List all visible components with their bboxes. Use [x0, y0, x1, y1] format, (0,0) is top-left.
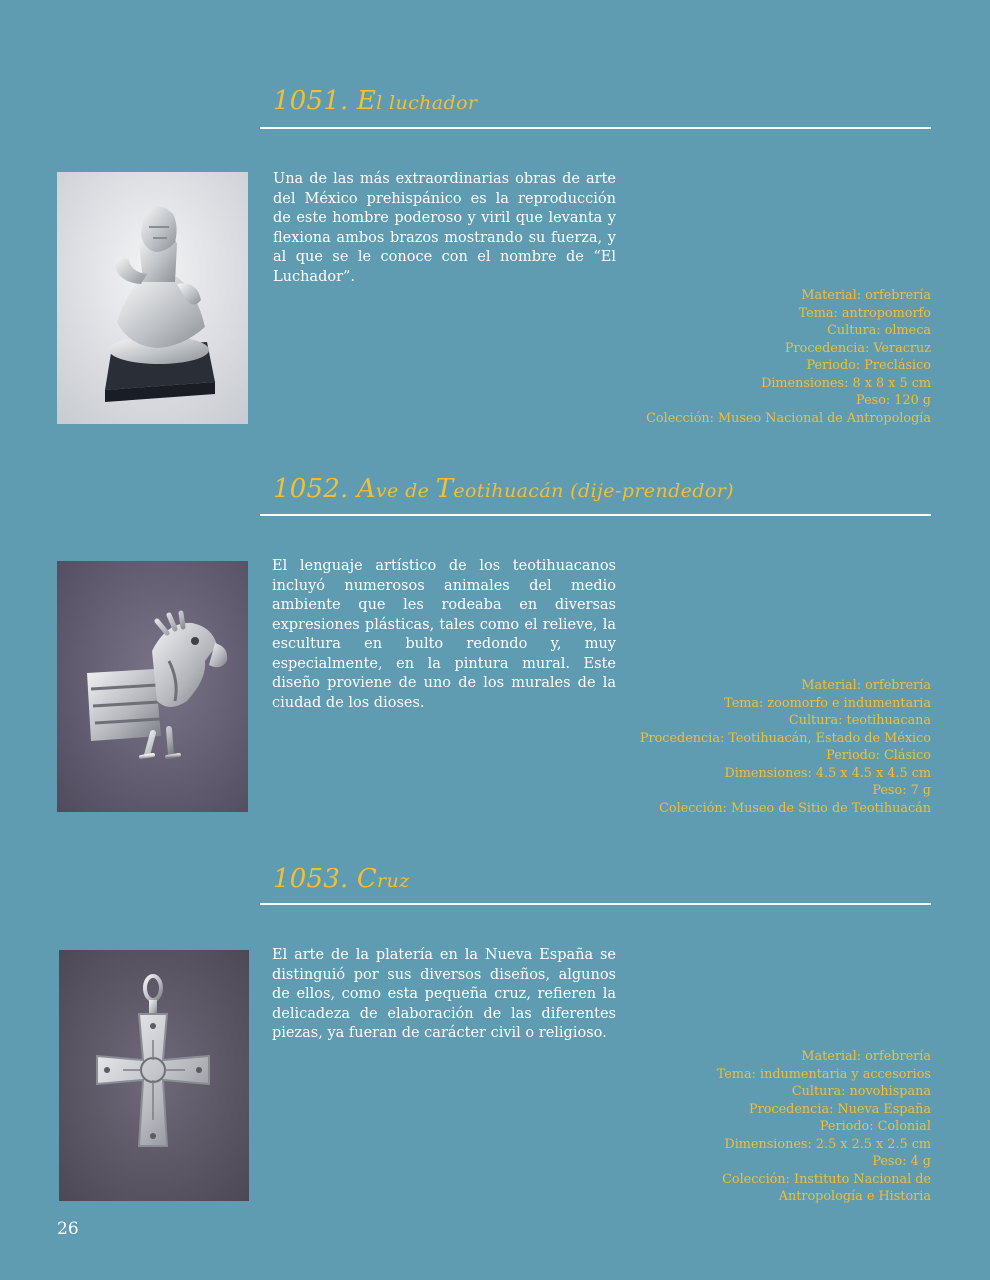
spec-tema: Tema: zoomorfo e indumentaria [724, 695, 931, 711]
title-initial: A [356, 474, 376, 504]
spec-dimensiones: Dimensiones: 8 x 8 x 5 cm [761, 375, 931, 391]
spec-procedencia: Procedencia: Nueva España [749, 1101, 931, 1117]
photo-el-luchador [57, 172, 248, 424]
spec-peso: Peso: 7 g [872, 783, 931, 798]
title-divider [260, 903, 931, 905]
spec-peso: Peso: 120 g [856, 393, 931, 408]
photo-ave-teotihuacan [57, 561, 248, 812]
title-rest: ve de [375, 480, 436, 502]
entry-title [273, 86, 477, 116]
entry-specs [571, 677, 931, 817]
spec-coleccion: Colección: Museo Nacional de Antropología [646, 410, 931, 426]
entry-description: El lenguaje artístico de los teotihuacanos incluyó numerosos animales del medio ambiente que les rodeaba en diversas expresiones plásticas, tales como el relieve, la escultura en bulto redondo y, muy especialmente, en la pintura mural. Este diseño proviene de uno de los murales de la ciudad de los dioses. [272, 558, 616, 711]
entry-specs [571, 1048, 931, 1206]
spec-cultura: Cultura: teotihuacana [788, 713, 931, 728]
title-initial-2: T [435, 474, 454, 504]
spec-cultura: Cultura: olmeca [827, 323, 931, 338]
title-number: 1052. [273, 474, 349, 504]
title-rest: ruz [377, 870, 410, 892]
title-number: 1051. [273, 86, 349, 116]
entry-description: Una de las más extraordinarias obras de arte del México prehispánico es la reproducción de este hombre poderoso y viril que levanta y flexiona ambos brazos mostrando su fuerza, y al que se le conoce con el nombre de “El Luchador”. [273, 171, 616, 285]
spec-periodo: Periodo: Preclásico [806, 358, 931, 373]
spec-material: Material: orfebrería [801, 1049, 931, 1064]
title-rest: l luchador [376, 92, 478, 114]
page-number: 26 [57, 1219, 79, 1239]
title-number: 1053. [273, 864, 349, 894]
spec-tema: Tema: indumentaria y accesorios [716, 1066, 931, 1082]
spec-cultura: Cultura: novohispana [791, 1084, 931, 1099]
entry-title [273, 864, 410, 894]
spec-procedencia: Procedencia: Veracruz [784, 340, 931, 356]
spec-coleccion-cont: Antropología e Historia [778, 1189, 931, 1204]
spec-periodo: Periodo: Clásico [826, 748, 931, 763]
photo-cruz [59, 950, 249, 1201]
entry-specs [571, 287, 931, 427]
spec-material: Material: orfebrería [801, 288, 931, 303]
title-divider [260, 514, 931, 516]
title-divider [260, 127, 931, 129]
spec-tema: Tema: antropomorfo [798, 305, 931, 321]
spec-periodo: Periodo: Colonial [819, 1119, 931, 1134]
entry-description: El arte de la platería en la Nueva España se distinguió por sus diversos diseños, algunos de ellos, como esta pequeña cruz, refieren la delicadeza de elaboración de las diferentes piezas, ya fueran de carácter civil o religioso. [272, 947, 616, 1041]
title-tail: eotihuacán (dije-prendedor) [453, 480, 734, 502]
bird-pendant-image [57, 561, 248, 812]
spec-coleccion: Colección: Instituto Nacional de [722, 1171, 931, 1187]
cross-pendant-image [59, 950, 249, 1201]
spec-dimensiones: Dimensiones: 4.5 x 4.5 x 4.5 cm [724, 765, 931, 781]
spec-procedencia: Procedencia: Teotihuacán, Estado de México [639, 730, 931, 746]
title-initial: C [356, 864, 377, 894]
spec-coleccion: Colección: Museo de Sitio de Teotihuacán [659, 800, 931, 816]
entry-title [273, 474, 734, 504]
wrestler-figure-image [57, 172, 248, 424]
spec-peso: Peso: 4 g [872, 1154, 931, 1169]
title-initial: E [356, 86, 377, 116]
spec-material: Material: orfebrería [801, 678, 931, 693]
spec-dimensiones: Dimensiones: 2.5 x 2.5 x 2.5 cm [724, 1136, 931, 1152]
